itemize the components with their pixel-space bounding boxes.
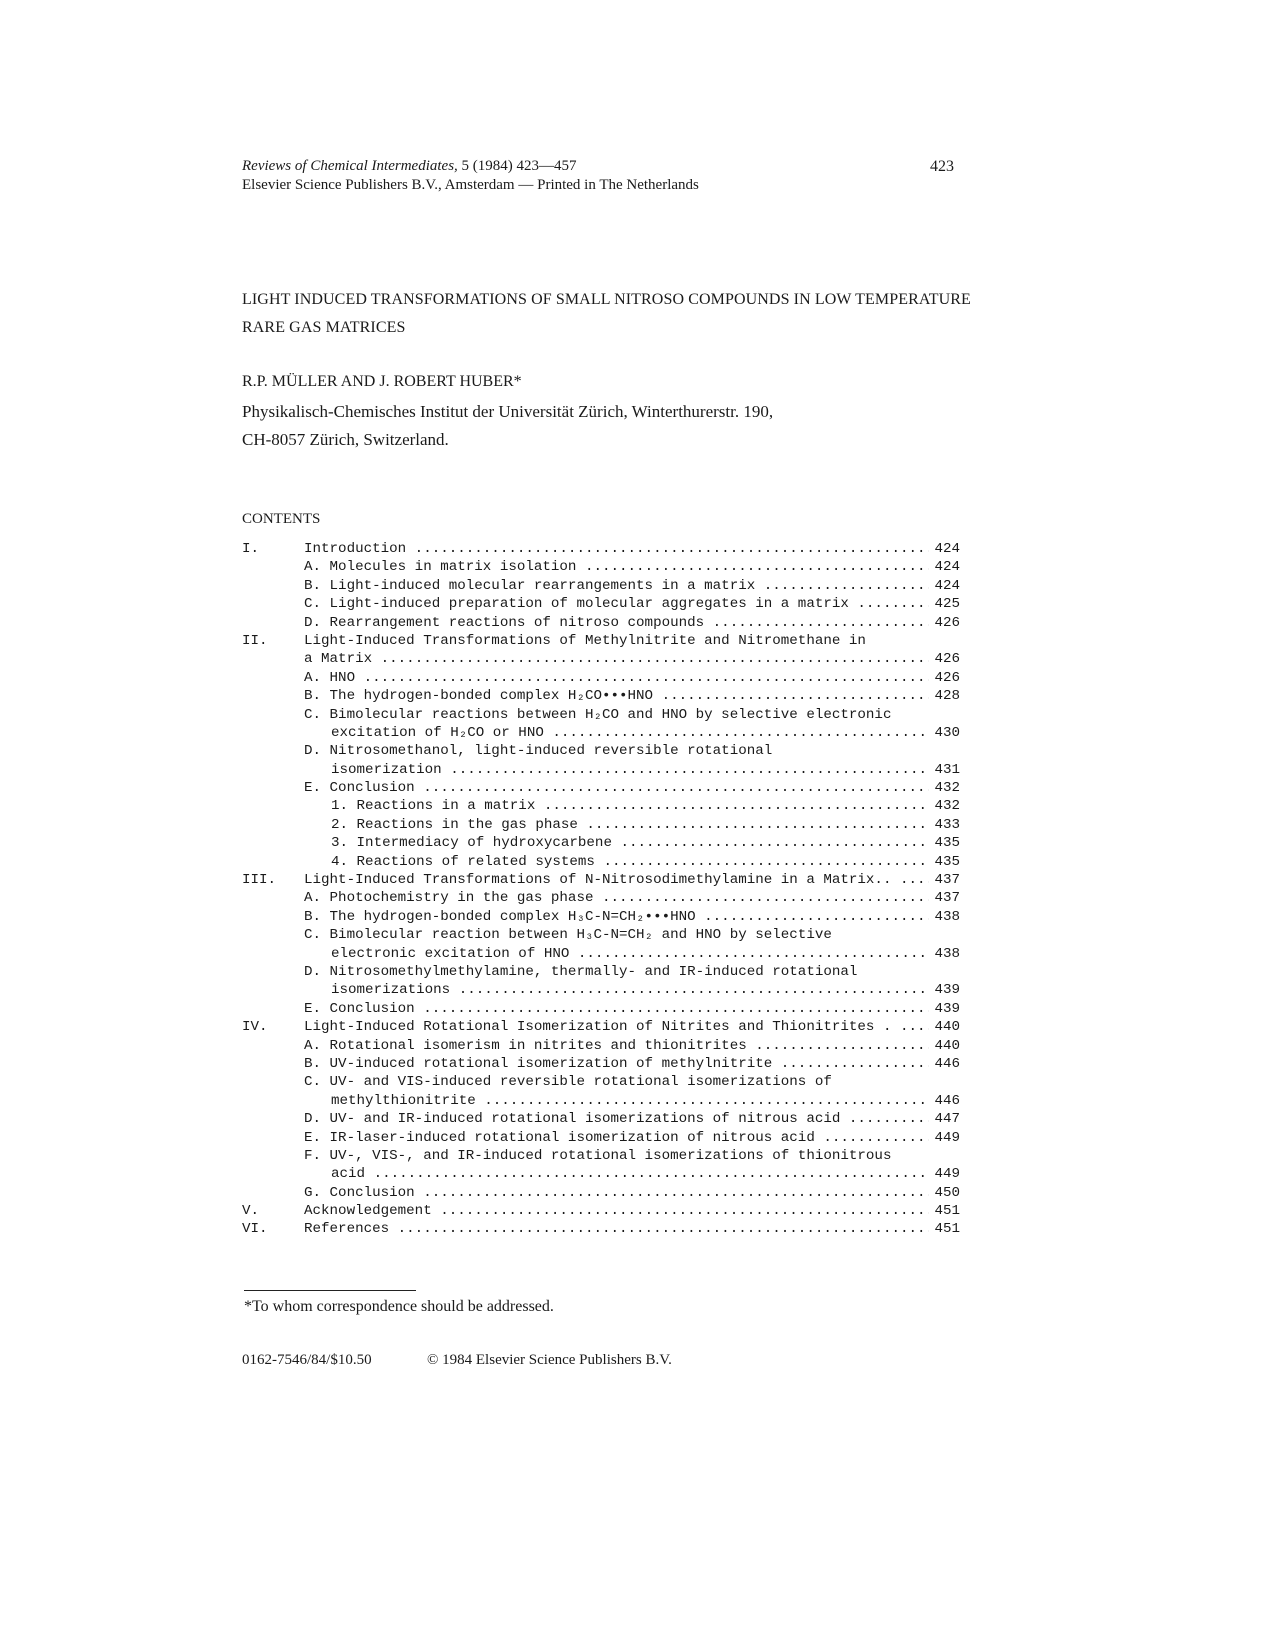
toc-page-number: 432 — [929, 797, 960, 815]
toc-entry — [242, 595, 960, 613]
toc-section-number: IV. — [242, 1019, 268, 1036]
toc-entry — [242, 871, 960, 889]
toc-page-number: 430 — [929, 724, 960, 742]
toc-entry-title: A. Molecules in matrix isolation ..... — [304, 558, 960, 576]
toc-entry-title: E. Conclusion ..... — [304, 1000, 960, 1018]
toc-entry — [242, 706, 960, 724]
toc-entry — [242, 889, 960, 907]
toc-entry-title: E. IR-laser-induced rotational isomerization of nitrous acid ..... — [304, 1129, 960, 1147]
toc-page-number: 437 — [929, 889, 960, 907]
page-number: 423 — [930, 158, 954, 175]
toc-entry-title: methylthionitrite ..... — [331, 1092, 960, 1110]
toc-entry-title: B. UV-induced rotational isomerization of methylnitrite ..... — [304, 1055, 960, 1073]
toc-entry-title: D. Rearrangement reactions of nitroso compounds ..... — [304, 614, 960, 632]
toc-entry — [242, 761, 960, 779]
toc-entry — [242, 853, 960, 871]
toc-entry-title: A. Rotational isomerism in nitrites and thionitrites ..... — [304, 1037, 960, 1055]
toc-entry-title: C. UV- and VIS-induced reversible rotational isomerizations of — [304, 1074, 832, 1091]
toc-entry — [242, 724, 960, 742]
toc-page-number: 435 — [929, 834, 960, 852]
toc-entry-title: acid ..... — [331, 1165, 960, 1183]
toc-entry-title: 4. Reactions of related systems ..... — [331, 853, 960, 871]
toc-page-number: 426 — [929, 650, 960, 668]
toc-entry — [242, 1055, 960, 1073]
toc-entry — [242, 1073, 960, 1091]
affiliation-line-1: Physikalisch-Chemisches Institut der Universität Zürich, Winterthurerstr. 190, — [242, 402, 774, 421]
footnote: *To whom correspondence should be addressed. — [244, 1298, 554, 1315]
toc-entry — [242, 1110, 960, 1128]
toc-entry-title: B. The hydrogen-bonded complex H₃C-N=CH₂•••HNO ..... — [304, 908, 960, 926]
toc-section-number: III. — [242, 872, 277, 889]
toc-page-number: 439 — [929, 981, 960, 999]
toc-page-number: 439 — [929, 1000, 960, 1018]
toc-page-number: 428 — [929, 687, 960, 705]
toc-entry — [242, 650, 960, 668]
toc-page-number: 435 — [929, 853, 960, 871]
toc-page-number: 432 — [929, 779, 960, 797]
toc-entry-title: 2. Reactions in the gas phase ..... — [331, 816, 960, 834]
toc-section-number: VI. — [242, 1221, 268, 1238]
toc-page-number: 426 — [929, 669, 960, 687]
toc-entry-title: F. UV-, VIS-, and IR-induced rotational isomerizations of thionitrous — [304, 1147, 892, 1164]
toc-page-number: 446 — [929, 1092, 960, 1110]
toc-entry-title: Light-Induced Transformations of N-Nitrosodimethylamine in a Matrix.. ..... — [304, 871, 960, 889]
toc-entry — [242, 1092, 960, 1110]
toc-page-number: 431 — [929, 761, 960, 779]
toc-entry — [242, 1202, 960, 1220]
toc-page-number: 440 — [929, 1037, 960, 1055]
toc-section-number: I. — [242, 541, 260, 557]
toc-entry — [242, 687, 960, 705]
toc-entry — [242, 1000, 960, 1018]
toc-section-number: II. — [242, 632, 268, 649]
toc-entry — [242, 908, 960, 926]
article-title-line-1: LIGHT INDUCED TRANSFORMATIONS OF SMALL NITROSO COMPOUNDS IN LOW TEMPERATURE — [242, 291, 971, 308]
toc-entry — [242, 1037, 960, 1055]
toc-entry-title: C. Bimolecular reactions between H₂CO and HNO by selective electronic — [304, 706, 892, 723]
toc-entry-title: D. Nitrosomethylmethylamine, thermally- and IR-induced rotational — [304, 963, 858, 980]
toc-entry-title: G. Conclusion ..... — [304, 1184, 960, 1202]
toc-entry-title: D. UV- and IR-induced rotational isomerizations of nitrous acid ..... — [304, 1110, 960, 1128]
publisher-line: Elsevier Science Publishers B.V., Amsterdam — Printed in The Netherlands — [242, 177, 699, 193]
toc-page-number: 449 — [929, 1129, 960, 1147]
toc-entry — [242, 742, 960, 760]
toc-entry — [242, 779, 960, 797]
toc-entry — [242, 1184, 960, 1202]
toc-entry-title: B. The hydrogen-bonded complex H₂CO•••HNO ..... — [304, 687, 960, 705]
contents-heading: CONTENTS — [242, 511, 321, 527]
journal-citation — [242, 158, 577, 175]
toc-entry — [242, 963, 960, 981]
authors: R.P. MÜLLER AND J. ROBERT HUBER* — [242, 373, 522, 390]
toc-page-number: 451 — [929, 1220, 960, 1238]
toc-entry — [242, 1165, 960, 1183]
toc-entry — [242, 834, 960, 852]
toc-entry-title: E. Conclusion ..... — [304, 779, 960, 797]
toc-entry-title: Light-Induced Transformations of Methylnitrite and Nitromethane in — [304, 632, 866, 649]
toc-entry — [242, 981, 960, 999]
toc-page-number: 425 — [929, 595, 960, 613]
toc-entry — [242, 1129, 960, 1147]
footnote-divider — [244, 1290, 416, 1291]
toc-section-number: V. — [242, 1203, 260, 1220]
toc-page-number: 447 — [929, 1110, 960, 1128]
copyright: © 1984 Elsevier Science Publishers B.V. — [427, 1352, 672, 1368]
toc-page-number: 424 — [929, 577, 960, 595]
toc-page-number: 437 — [929, 871, 960, 889]
toc-entry-title: C. Bimolecular reaction between H₃C-N=CH₂ and HNO by selective — [304, 927, 832, 944]
toc-entry — [242, 558, 960, 576]
toc-entry — [242, 926, 960, 944]
journal-volume-pages: 5 (1984) 423—457 — [457, 158, 577, 174]
toc-page-number: 446 — [929, 1055, 960, 1073]
toc-page-number: 451 — [929, 1202, 960, 1220]
toc-entry-title: D. Nitrosomethanol, light-induced reversible rotational — [304, 743, 773, 760]
toc-entry-title: References ..... — [304, 1220, 960, 1238]
toc-entry-title: excitation of H₂CO or HNO ..... — [331, 724, 960, 742]
toc-entry — [242, 816, 960, 834]
toc-entry — [242, 669, 960, 687]
toc-page-number: 449 — [929, 1165, 960, 1183]
toc-page-number: 424 — [929, 558, 960, 576]
toc-entry — [242, 577, 960, 595]
article-title-line-2: RARE GAS MATRICES — [242, 319, 406, 336]
toc-entry-title: 1. Reactions in a matrix ..... — [331, 797, 960, 815]
toc-entry-title: Introduction ..... — [304, 540, 960, 558]
toc-entry — [242, 797, 960, 815]
toc-page-number: 450 — [929, 1184, 960, 1202]
toc-entry — [242, 1220, 960, 1238]
toc-page-number: 438 — [929, 908, 960, 926]
toc-entry — [242, 945, 960, 963]
toc-entry — [242, 614, 960, 632]
table-of-contents — [242, 540, 960, 1239]
toc-entry-title: isomerizations ..... — [331, 981, 960, 999]
toc-entry — [242, 540, 960, 558]
toc-entry-title: isomerization ..... — [331, 761, 960, 779]
toc-entry-title: a Matrix ..... — [304, 650, 960, 668]
toc-entry-title: Acknowledgement ..... — [304, 1202, 960, 1220]
toc-entry-title: B. Light-induced molecular rearrangements in a matrix ..... — [304, 577, 960, 595]
toc-page-number: 424 — [929, 540, 960, 558]
toc-entry-title: electronic excitation of HNO ..... — [331, 945, 960, 963]
toc-page-number: 426 — [929, 614, 960, 632]
toc-entry-title: A. HNO ..... — [304, 669, 960, 687]
toc-entry-title: 3. Intermediacy of hydroxycarbene ..... — [331, 834, 960, 852]
issn-price: 0162-7546/84/$10.50 — [242, 1352, 372, 1368]
toc-entry — [242, 1147, 960, 1165]
toc-page-number: 433 — [929, 816, 960, 834]
journal-name: Reviews of Chemical Intermediates, — [242, 158, 458, 174]
toc-entry-title: Light-Induced Rotational Isomerization of Nitrites and Thionitrites . ..... — [304, 1018, 960, 1036]
toc-entry — [242, 632, 960, 650]
toc-entry-title: C. Light-induced preparation of molecular aggregates in a matrix ..... — [304, 595, 960, 613]
toc-page-number: 438 — [929, 945, 960, 963]
toc-page-number: 440 — [929, 1018, 960, 1036]
toc-entry — [242, 1018, 960, 1036]
affiliation-line-2: CH-8057 Zürich, Switzerland. — [242, 430, 449, 449]
toc-entry-title: A. Photochemistry in the gas phase ..... — [304, 889, 960, 907]
